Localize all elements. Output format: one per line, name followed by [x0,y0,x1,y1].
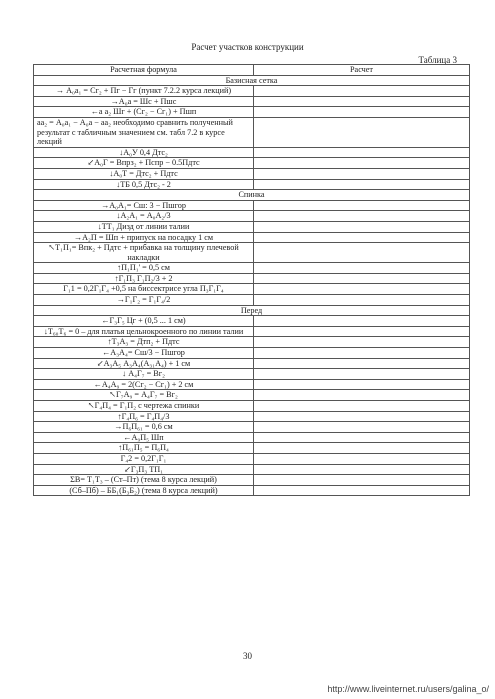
table-row [34,273,470,284]
calc-cell[interactable] [254,464,470,475]
formula-cell: ↑Т₃А₃ = Дтп₂ + Пдтс [34,337,254,348]
calc-cell[interactable] [254,221,470,232]
section-title: Базисная сетка [34,75,470,86]
calc-cell[interactable] [254,369,470,380]
formula-cell: ↙А₃А₅ А₃А₄(А₃₁А₄) + 1 см [34,358,254,369]
watermark-url: http://www.liveinternet.ru/users/galina_o/ [327,684,489,694]
formula-cell: ↓А₀У 0,4 Дтс₂ [34,147,254,158]
formula-cell: ←А₄А₉ = 2(Сг₂ − Сг₁) + 2 см [34,379,254,390]
table-row [34,86,470,97]
table-row [34,422,470,433]
formula-cell: ↓ТБ 0,5 Дтс₂ - 2 [34,179,254,190]
calc-cell[interactable] [254,168,470,179]
calc-cell[interactable] [254,475,470,486]
calc-cell[interactable] [254,295,470,306]
formula-cell: ←А₉П₅ Шп [34,432,254,443]
calc-cell[interactable] [254,422,470,433]
table-row [34,243,470,263]
calc-cell[interactable] [254,200,470,211]
section-header-row [34,190,470,201]
table-row [34,179,470,190]
formula-cell: →А₀А₁= Сш: 3 − Пшгор [34,200,254,211]
calc-cell[interactable] [254,379,470,390]
table-row [34,432,470,443]
table-row [34,295,470,306]
calc-cell[interactable] [254,443,470,454]
calc-cell[interactable] [254,232,470,243]
calc-cell[interactable] [254,284,470,295]
table-row [34,211,470,222]
calc-cell[interactable] [254,453,470,464]
formula-cell: (Сб–Пб) – ББ₁(Б₃Б₂) (тема 8 курса лекций) [34,485,254,496]
formula-cell: ↓ А₄Г₇ = Вг₂ [34,369,254,380]
table-row [34,96,470,107]
formula-cell: →А₀а = Шс + Пшс [34,96,254,107]
table-row [34,200,470,211]
formula-cell: ←Г₃Г₅ Цг + (0,5 ... 1 см) [34,316,254,327]
calc-cell[interactable] [254,316,470,327]
table-row [34,475,470,486]
calc-cell[interactable] [254,348,470,359]
formula-cell: ↑Г₄П₆ = Г₄П₄/3 [34,411,254,422]
formula-cell: ↑П₁П₁' = 0,5 см [34,263,254,274]
header-calc: Расчет [254,65,470,76]
formula-cell: ↙А₀Г = Впрз₂ + Пспр − 0.5Пдтс [34,158,254,169]
table-row [34,232,470,243]
formula-cell: ↖Г₇А₉ = А₄Г₇ = Вг₂ [34,390,254,401]
formula-cell: ←А₃А₄= Сш/3 − Пшгор [34,348,254,359]
formula-cell: ↑Г₁П₃ Г₁П₂/3 + 2 [34,273,254,284]
table-row [34,147,470,158]
calc-cell[interactable] [254,411,470,422]
table-number: Таблица 3 [418,55,457,65]
page-number: 30 [243,651,252,661]
formula-cell: → А₀а₁ = Сг₂ + Пг − Гг (пункт 7.2.2 курса лекций) [34,86,254,97]
calc-cell[interactable] [254,263,470,274]
calc-cell[interactable] [254,432,470,443]
formula-cell: ↙Г₃П₃ ТП₁ [34,464,254,475]
table-row [34,168,470,179]
calc-cell[interactable] [254,107,470,118]
table-row [34,411,470,422]
table-row [34,390,470,401]
calc-cell[interactable] [254,401,470,412]
formula-cell: Г₁1 = 0,2Г₁Г₄ +0,5 на биссектрисе угла П₃Г₁Г₄ [34,284,254,295]
formula-cell: Г₄2 = 0,2Г₁Г₁ [34,453,254,464]
calc-cell[interactable] [254,86,470,97]
formula-cell: ↓ТТ₁ Дизд от линии талии [34,221,254,232]
table-caption: Расчет участков конструкции [191,42,304,52]
table-row [34,485,470,496]
calc-cell[interactable] [254,273,470,284]
section-title: Спинка [34,190,470,201]
formula-cell: ΣВ= Т₁Т₃ – (Ст–Пт) (тема 8 курса лекций) [34,475,254,486]
section-header-row [34,75,470,86]
calc-cell[interactable] [254,243,470,263]
formula-cell: аа₂ = А₀а₁ − А₀а − аа₂ необходимо сравнить полученный результат с табличным значением см. табл 7.2 в курсе лекций [34,117,254,147]
formula-cell: ↖Т₁П₁= Впк₂ + Пдтс + прибавка на толщину плечевой накладки [34,243,254,263]
table-row [34,337,470,348]
calc-cell[interactable] [254,179,470,190]
section-title: Перед [34,305,470,316]
calc-cell[interactable] [254,390,470,401]
table-row [34,348,470,359]
formula-cell: ↓Т₆₀Т₆ = 0 – для платья цельнокроенного по линии талии [34,326,254,337]
calc-cell[interactable] [254,211,470,222]
calc-cell[interactable] [254,337,470,348]
formula-cell: ↑П₆₁П₅ = П₆П₄ [34,443,254,454]
table-row [34,263,470,274]
formula-cell: →Г₁Г₂ = Г₁Г₄/2 [34,295,254,306]
calc-cell[interactable] [254,117,470,147]
table-row [34,107,470,118]
calc-cell[interactable] [254,485,470,496]
formula-cell: ↓А₀Т = Дтс₂ + Пдтс [34,168,254,179]
section-header-row [34,305,470,316]
formula-cell: →А₂П = Шп + припуск на посадку 1 см [34,232,254,243]
formula-cell: →П₆П₆₁ = 0,6 см [34,422,254,433]
table-row [34,379,470,390]
table-row [34,358,470,369]
table-row [34,464,470,475]
table-row [34,453,470,464]
table-row [34,326,470,337]
calc-cell[interactable] [254,147,470,158]
calculation-table [33,64,470,496]
table-row [34,316,470,327]
calc-cell[interactable] [254,158,470,169]
table-row [34,117,470,147]
table-row [34,158,470,169]
formula-cell: ↓А₂А₁ = А₀А₂/3 [34,211,254,222]
formula-cell: ←а а₂ Шг + (Сг₂ − Сг₁) + Пшп [34,107,254,118]
header-formula: Расчетная формула [34,65,254,76]
table-row [34,401,470,412]
table-row [34,284,470,295]
formula-cell: ↖Г₄П₄ = Г₁П₂ с чертежа спинки [34,401,254,412]
calc-cell[interactable] [254,326,470,337]
calc-cell[interactable] [254,96,470,107]
calc-cell[interactable] [254,358,470,369]
table-header-row [34,65,470,76]
table-row [34,221,470,232]
table-row [34,369,470,380]
table-row [34,443,470,454]
